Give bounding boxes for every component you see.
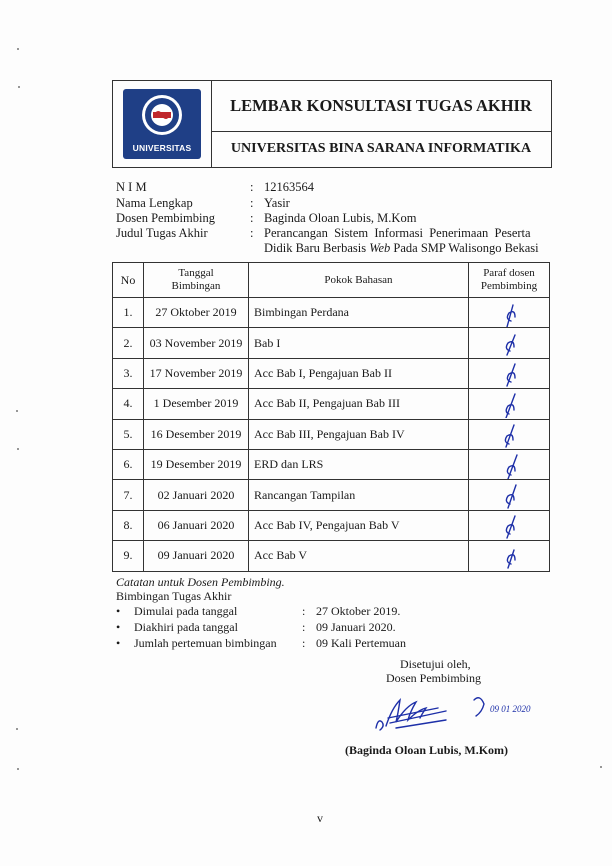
scan-speck bbox=[16, 728, 18, 730]
logo-label: UNIVERSITAS bbox=[132, 143, 192, 153]
signature-date-text: 09 01 2020 bbox=[490, 704, 531, 714]
row-topic: Acc Bab V bbox=[249, 541, 469, 571]
initial-signature-icon bbox=[493, 451, 525, 479]
colon: : bbox=[302, 604, 306, 618]
row-date: 19 Desember 2019 bbox=[144, 449, 249, 479]
row-signature bbox=[469, 389, 550, 419]
judul-value-line2 bbox=[264, 241, 539, 256]
colon: : bbox=[250, 211, 254, 225]
table-header-row bbox=[113, 263, 550, 298]
approval-line1: Disetujui oleh, bbox=[400, 657, 471, 671]
note-start-value: 27 Oktober 2019. bbox=[316, 604, 401, 618]
table-row bbox=[113, 541, 550, 571]
judul-label: Judul Tugas Akhir bbox=[116, 226, 208, 240]
table-row bbox=[113, 449, 550, 479]
university-logo bbox=[123, 89, 201, 159]
row-date: 17 November 2019 bbox=[144, 358, 249, 388]
initial-signature-icon bbox=[493, 390, 525, 418]
scan-speck bbox=[17, 768, 19, 770]
row-no: 9. bbox=[113, 541, 144, 571]
table-row bbox=[113, 328, 550, 358]
row-no: 4. bbox=[113, 389, 144, 419]
row-no: 6. bbox=[113, 449, 144, 479]
nim-label: N I M bbox=[116, 180, 147, 194]
row-signature bbox=[469, 358, 550, 388]
row-signature bbox=[469, 510, 550, 540]
row-date: 1 Desember 2019 bbox=[144, 389, 249, 419]
scan-speck bbox=[18, 86, 20, 88]
judul-web-italic: Web bbox=[369, 241, 391, 255]
row-topic: Bimbingan Perdana bbox=[249, 298, 469, 328]
document-header bbox=[112, 80, 552, 168]
scan-speck bbox=[17, 448, 19, 450]
nama-label: Nama Lengkap bbox=[116, 196, 193, 210]
row-no: 5. bbox=[113, 419, 144, 449]
nama-value: Yasir bbox=[264, 196, 290, 210]
initial-signature-icon bbox=[493, 511, 525, 539]
consultation-table bbox=[112, 262, 550, 572]
judul-value-line1: Perancangan Sistem Informasi Penerimaan Peserta bbox=[264, 226, 531, 240]
row-no: 7. bbox=[113, 480, 144, 510]
row-signature bbox=[469, 298, 550, 328]
initial-signature-icon bbox=[493, 329, 525, 357]
initial-signature-icon bbox=[493, 420, 525, 448]
notes-subheading: Bimbingan Tugas Akhir bbox=[116, 589, 232, 603]
row-topic: Bab I bbox=[249, 328, 469, 358]
row-signature bbox=[469, 480, 550, 510]
table-row bbox=[113, 419, 550, 449]
row-topic: Acc Bab II, Pengajuan Bab III bbox=[249, 389, 469, 419]
row-date: 06 Januari 2020 bbox=[144, 510, 249, 540]
row-no: 2. bbox=[113, 328, 144, 358]
note-end-label: Diakhiri pada tanggal bbox=[134, 620, 238, 634]
row-date: 03 November 2019 bbox=[144, 328, 249, 358]
bullet: • bbox=[116, 604, 121, 618]
row-date: 27 Oktober 2019 bbox=[144, 298, 249, 328]
colon: : bbox=[302, 620, 306, 634]
table-row bbox=[113, 389, 550, 419]
row-no: 8. bbox=[113, 510, 144, 540]
initial-signature-icon bbox=[493, 299, 525, 327]
header-sign-line2: Pembimbing bbox=[480, 280, 538, 292]
logo-cell bbox=[113, 81, 212, 167]
row-no: 1. bbox=[113, 298, 144, 328]
header-topic: Pokok Bahasan bbox=[249, 263, 469, 298]
colon: : bbox=[250, 180, 254, 194]
university-name: UNIVERSITAS BINA SARANA INFORMATIKA bbox=[230, 141, 532, 156]
table-row bbox=[113, 298, 550, 328]
page-number: v bbox=[317, 811, 323, 825]
row-signature bbox=[469, 541, 550, 571]
initial-signature-icon bbox=[493, 481, 525, 509]
document-title: LEMBAR KONSULTASI TUGAS AKHIR bbox=[211, 81, 551, 132]
notes-heading: Catatan untuk Dosen Pembimbing. bbox=[116, 575, 285, 589]
table-row bbox=[113, 358, 550, 388]
header-sign-line1: Paraf dosen bbox=[483, 267, 535, 279]
row-topic: Rancangan Tampilan bbox=[249, 480, 469, 510]
header-date bbox=[144, 263, 249, 298]
table-row bbox=[113, 480, 550, 510]
initial-signature-icon bbox=[493, 542, 525, 570]
judul-text: Didik Baru Berbasis bbox=[264, 241, 370, 255]
dosen-label: Dosen Pembimbing bbox=[116, 211, 215, 225]
supervisor-name: (Baginda Oloan Lubis, M.Kom) bbox=[345, 743, 509, 757]
row-signature bbox=[469, 449, 550, 479]
row-topic: Acc Bab IV, Pengajuan Bab V bbox=[249, 510, 469, 540]
note-count-label: Jumlah pertemuan bimbingan bbox=[134, 636, 277, 650]
initial-signature-icon bbox=[493, 359, 525, 387]
note-count-value: 09 Kali Pertemuan bbox=[316, 636, 406, 650]
colon: : bbox=[302, 636, 306, 650]
header-sign bbox=[469, 263, 550, 298]
row-no: 3. bbox=[113, 358, 144, 388]
supervisor-signature bbox=[366, 688, 536, 736]
note-end-value: 09 Januari 2020. bbox=[316, 620, 396, 634]
row-signature bbox=[469, 328, 550, 358]
colon: : bbox=[250, 226, 254, 240]
header-date-line2: Bimbingan bbox=[171, 280, 221, 292]
judul-text: Pada SMP Walisongo Bekasi bbox=[390, 241, 539, 255]
table-row bbox=[113, 510, 550, 540]
row-topic: Acc Bab I, Pengajuan Bab II bbox=[249, 358, 469, 388]
nim-value: 12163564 bbox=[264, 180, 314, 194]
scan-speck bbox=[16, 410, 18, 412]
row-date: 02 Januari 2020 bbox=[144, 480, 249, 510]
row-topic: ERD dan LRS bbox=[249, 449, 469, 479]
header-no: No bbox=[113, 263, 144, 298]
row-date: 09 Januari 2020 bbox=[144, 541, 249, 571]
row-date: 16 Desember 2019 bbox=[144, 419, 249, 449]
row-signature bbox=[469, 419, 550, 449]
header-date-line1: Tanggal bbox=[178, 267, 214, 279]
note-start-label: Dimulai pada tanggal bbox=[134, 604, 238, 618]
bullet: • bbox=[116, 636, 121, 650]
scan-speck bbox=[600, 766, 602, 768]
logo-emblem-icon bbox=[140, 93, 184, 137]
colon: : bbox=[250, 196, 254, 210]
row-topic: Acc Bab III, Pengajuan Bab IV bbox=[249, 419, 469, 449]
scan-speck bbox=[17, 48, 19, 50]
bullet: • bbox=[116, 620, 121, 634]
dosen-value: Baginda Oloan Lubis, M.Kom bbox=[264, 211, 417, 225]
approval-line2: Dosen Pembimbing bbox=[386, 671, 481, 685]
